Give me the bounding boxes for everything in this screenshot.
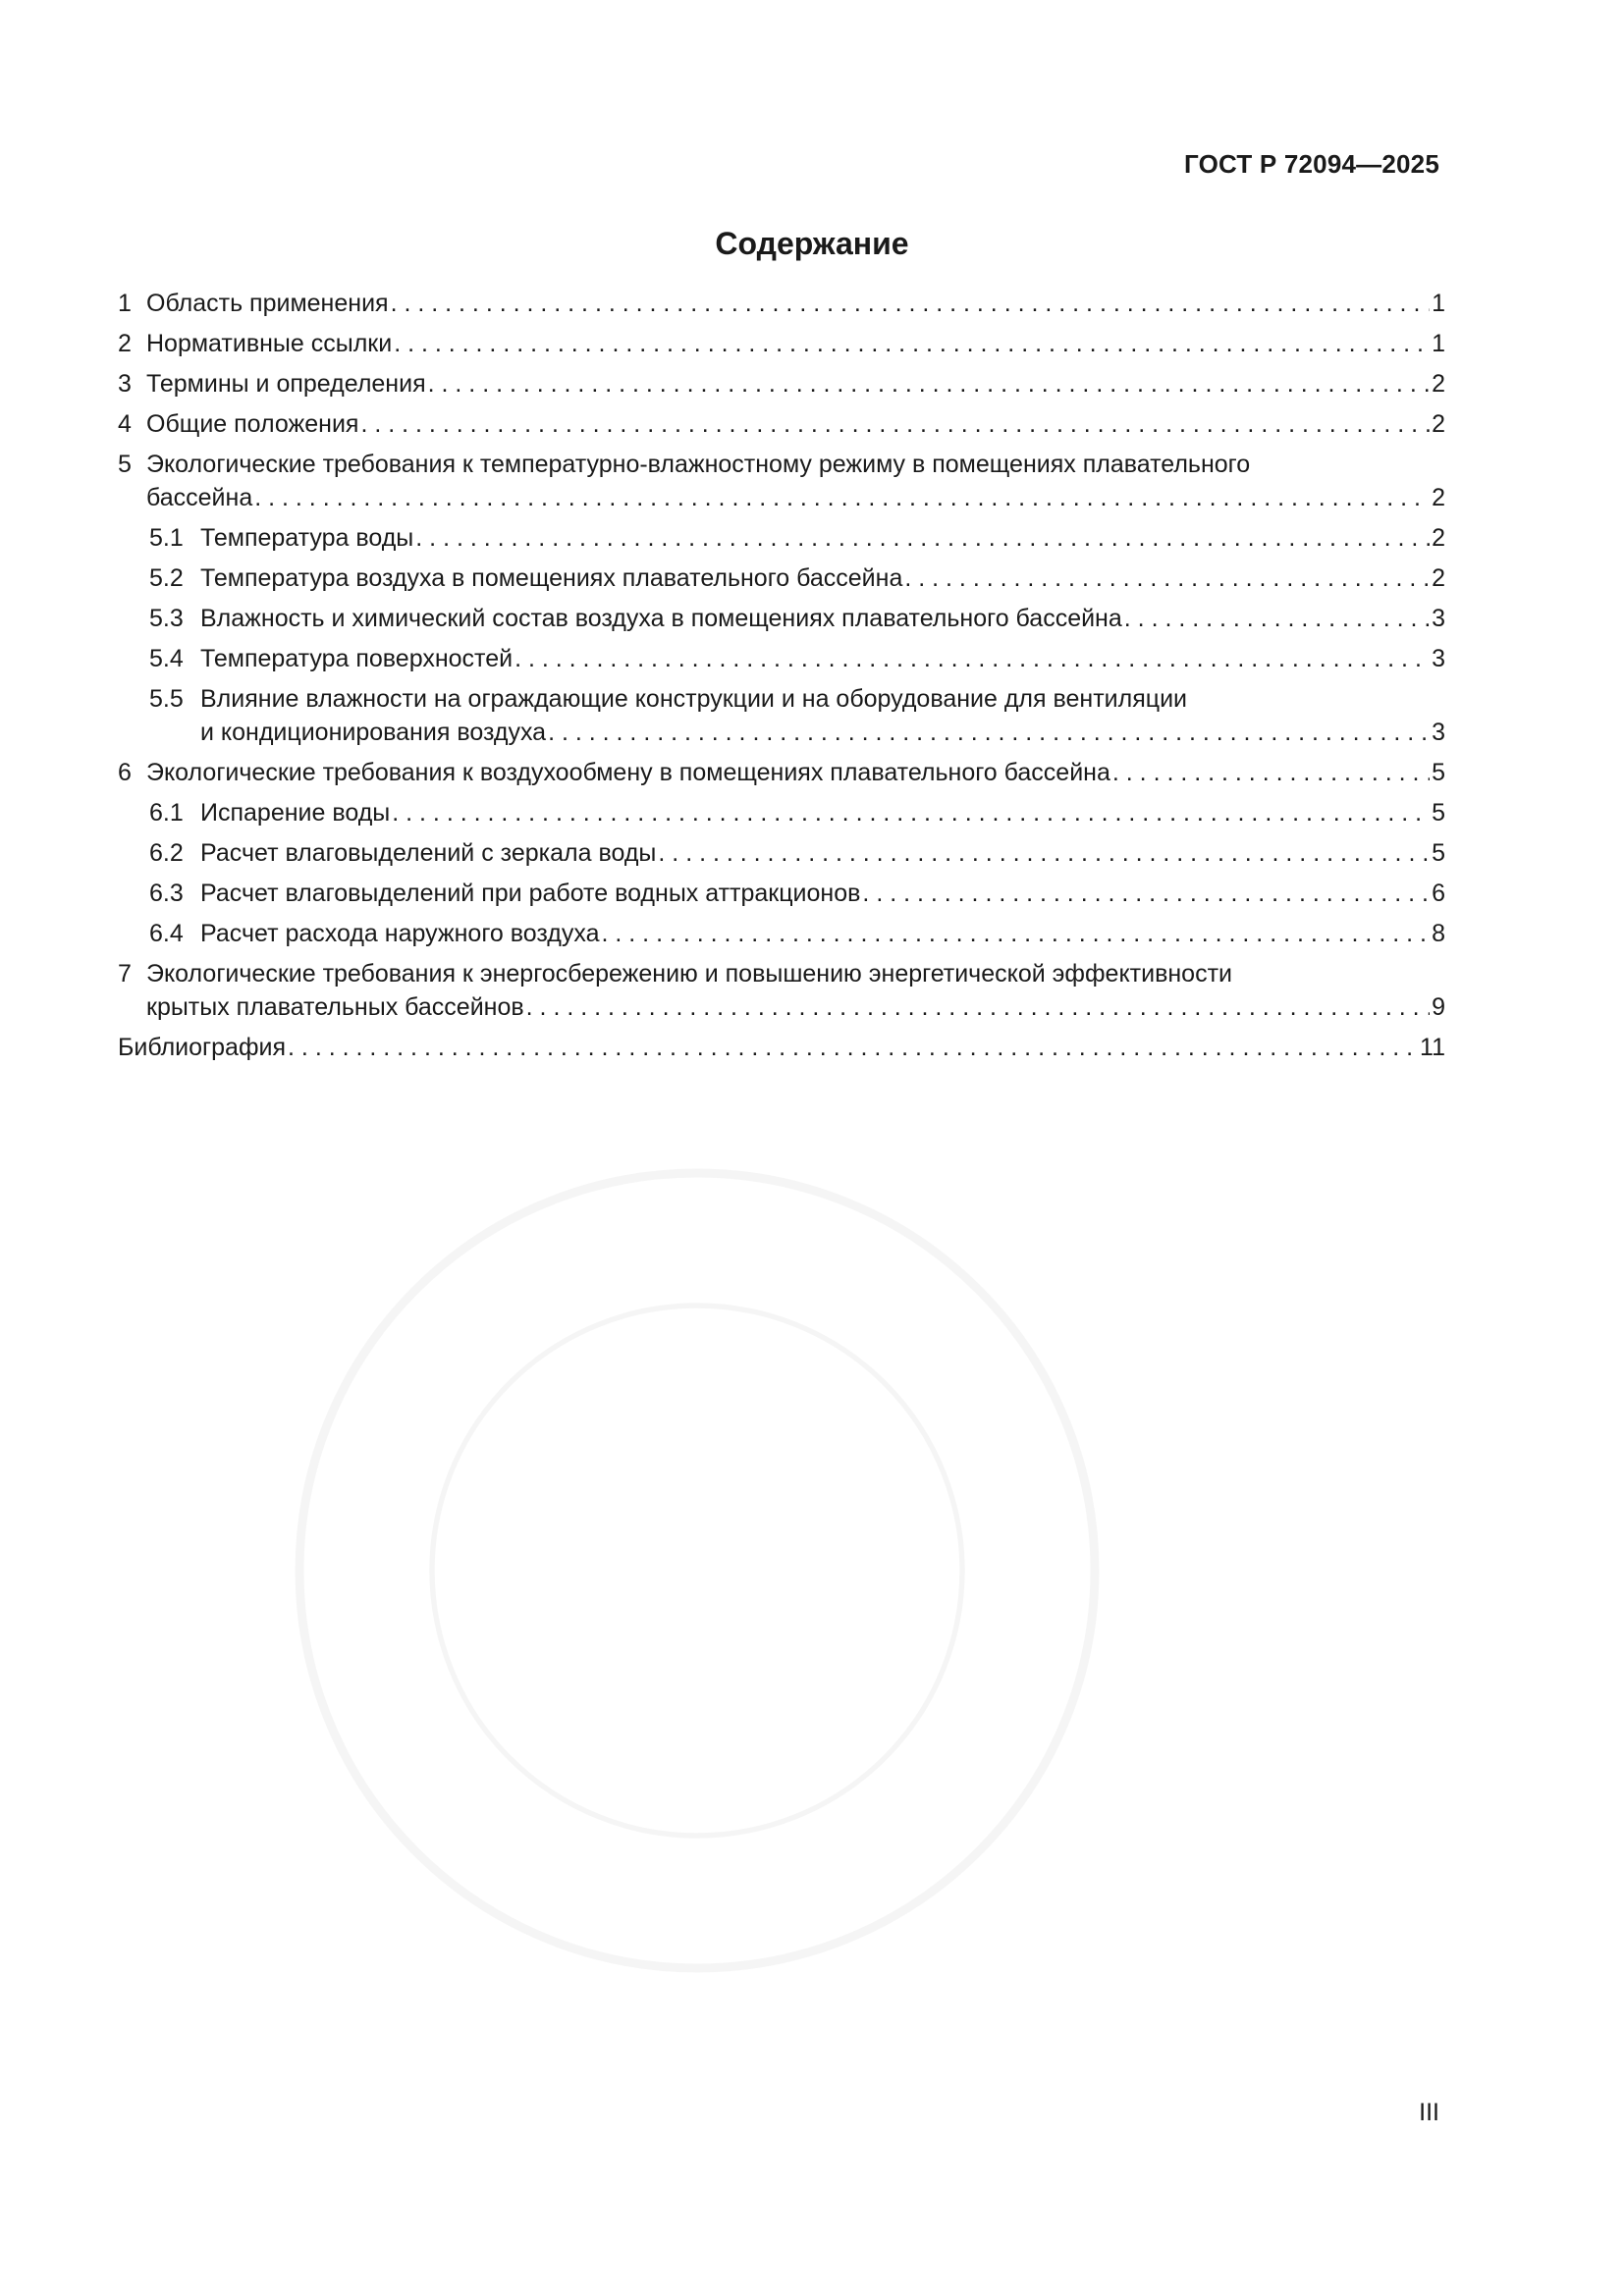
toc-page-ref: 2: [1432, 524, 1445, 552]
toc-entry-title-line: Экологические требования к энергосбережению и повышению энергетической эффективности: [146, 960, 1232, 988]
toc-entry[interactable]: [118, 1031, 1445, 1064]
toc-entry[interactable]: [118, 917, 1445, 950]
toc-entry[interactable]: [118, 796, 1445, 829]
toc-page-ref: 5: [1432, 839, 1445, 867]
toc-page-ref: 1: [1432, 290, 1445, 317]
toc-entry[interactable]: [118, 448, 1445, 514]
toc-entry-number: 6.2: [149, 839, 184, 867]
toc-dot-leader: [1124, 602, 1430, 635]
background-watermark: [255, 1129, 1139, 2012]
toc-entry-number: 7: [118, 960, 132, 988]
toc-entry-number: 3: [118, 370, 132, 398]
toc-entry[interactable]: [118, 836, 1445, 870]
toc-page-ref: 1: [1432, 330, 1445, 357]
toc-dot-leader: [862, 877, 1430, 910]
toc-entry-number: 5.1: [149, 524, 184, 552]
toc-page-ref: 2: [1432, 370, 1445, 398]
toc-entry-number: 5.3: [149, 605, 184, 632]
toc-dot-leader: [602, 917, 1431, 950]
toc-entry-title: крытых плавательных бассейнов: [146, 993, 524, 1021]
toc-entry-title: Температура воды: [200, 524, 414, 552]
toc-entry[interactable]: [118, 561, 1445, 595]
toc-entry-title: Температура воздуха в помещениях плавательного бассейна: [200, 564, 903, 592]
toc-entry-title: Библиография: [118, 1034, 287, 1061]
toc-entry-title: бассейна: [146, 484, 253, 511]
toc-entry-number: 5: [118, 451, 132, 478]
toc-dot-leader: [658, 836, 1430, 870]
toc-dot-leader: [288, 1031, 1418, 1064]
toc-entry-title: Термины и определения: [146, 370, 426, 398]
toc-entry-title: Нормативные ссылки: [146, 330, 393, 357]
toc-dot-leader: [428, 367, 1430, 400]
toc-dot-leader: [254, 481, 1430, 514]
toc-dot-leader: [548, 716, 1430, 749]
toc-dot-leader: [415, 521, 1430, 555]
toc-entry-title: Расчет влаговыделений при работе водных аттракционов: [200, 880, 861, 907]
toc-entry-number: 5.2: [149, 564, 184, 592]
toc-entry-title-line: Влияние влажности на ограждающие конструкции и на оборудование для вентиляции: [200, 685, 1188, 713]
toc-entry-title: Температура поверхностей: [200, 645, 514, 672]
toc-entry-title: Испарение воды: [200, 799, 391, 827]
toc-entry[interactable]: [118, 957, 1445, 1024]
toc-entry[interactable]: [118, 287, 1445, 320]
toc-title: Содержание: [715, 226, 909, 261]
table-of-contents: [118, 287, 1445, 1071]
toc-entry[interactable]: [118, 602, 1445, 635]
toc-dot-leader: [526, 990, 1430, 1024]
toc-entry-number: 2: [118, 330, 132, 357]
toc-entry-number: 6.3: [149, 880, 184, 907]
toc-page-ref: 6: [1432, 880, 1445, 907]
toc-entry-title: Экологические требования к воздухообмену в помещениях плавательного бассейна: [146, 759, 1110, 786]
toc-page-ref: 5: [1432, 799, 1445, 827]
toc-page-ref: 11: [1420, 1034, 1445, 1061]
toc-entry[interactable]: [118, 642, 1445, 675]
toc-entry-number: 1: [118, 290, 132, 317]
toc-entry-number: 4: [118, 410, 132, 438]
toc-page-ref: 3: [1432, 605, 1445, 632]
toc-entry-number: 6: [118, 759, 132, 786]
toc-dot-leader: [904, 561, 1430, 595]
toc-entry-number: 6.4: [149, 920, 184, 947]
toc-entry-number: 5.4: [149, 645, 184, 672]
toc-entry-number: 6.1: [149, 799, 184, 827]
toc-dot-leader: [394, 327, 1430, 360]
toc-dot-leader: [514, 642, 1430, 675]
toc-page-ref: 3: [1432, 719, 1445, 746]
toc-entry[interactable]: [118, 756, 1445, 789]
toc-page-ref: 2: [1432, 564, 1445, 592]
toc-page-ref: 2: [1432, 410, 1445, 438]
document-code: ГОСТ Р 72094—2025: [1184, 149, 1439, 179]
toc-page-ref: 9: [1432, 993, 1445, 1021]
toc-page-ref: 8: [1432, 920, 1445, 947]
toc-entry[interactable]: [118, 521, 1445, 555]
page-number: III: [1419, 2099, 1439, 2126]
toc-entry-title: Расчет влаговыделений с зеркала воды: [200, 839, 657, 867]
toc-entry-title: Расчет расхода наружного воздуха: [200, 920, 600, 947]
toc-entry[interactable]: [118, 367, 1445, 400]
toc-entry[interactable]: [118, 327, 1445, 360]
toc-entry-title: Область применения: [146, 290, 389, 317]
toc-dot-leader: [1112, 756, 1430, 789]
toc-dot-leader: [392, 796, 1430, 829]
toc-dot-leader: [391, 287, 1431, 320]
toc-dot-leader: [360, 407, 1430, 441]
toc-entry-title-line: Экологические требования к температурно-влажностному режиму в помещениях плавательного: [146, 451, 1251, 478]
toc-entry-title: Влажность и химический состав воздуха в помещениях плавательного бассейна: [200, 605, 1122, 632]
toc-entry[interactable]: [118, 682, 1445, 749]
toc-page-ref: 3: [1432, 645, 1445, 672]
toc-page-ref: 2: [1432, 484, 1445, 511]
toc-page-ref: 5: [1432, 759, 1445, 786]
toc-entry[interactable]: [118, 407, 1445, 441]
toc-entry-title: Общие положения: [146, 410, 359, 438]
toc-entry-title: и кондиционирования воздуха: [200, 719, 547, 746]
toc-entry[interactable]: [118, 877, 1445, 910]
toc-entry-number: 5.5: [149, 685, 184, 713]
